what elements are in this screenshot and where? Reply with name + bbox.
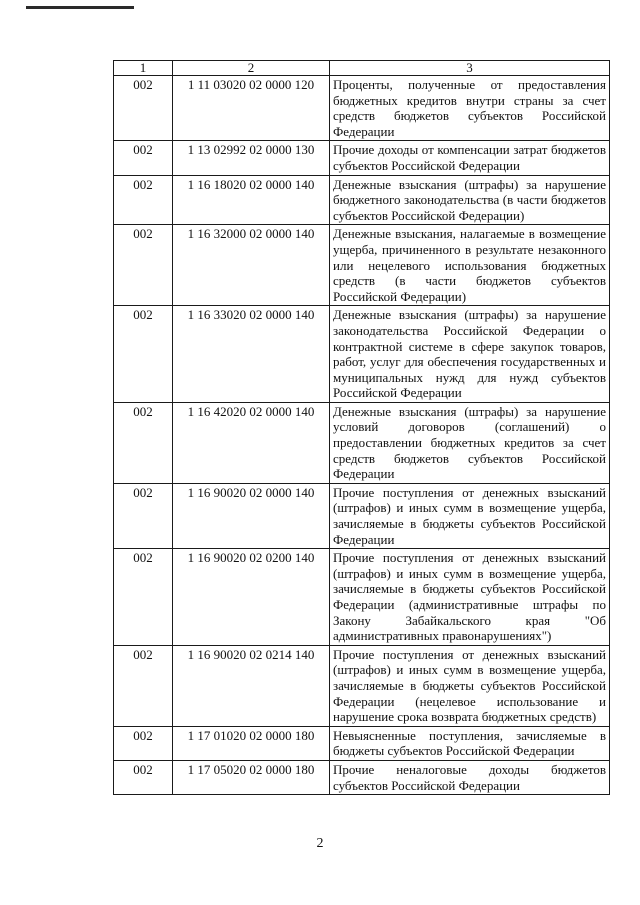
revenue-name-cell: Денежные взыскания (штрафы) за нарушение законодательства Российской Федерации о контрактной системе в сфере закупок товаров, работ, услуг для обеспечения государственных и муниципальных нужд для нужд субъектов Российской Федерации (330, 306, 610, 403)
revenue-code-cell: 1 16 18020 02 0000 140 (173, 175, 330, 225)
header-col-3: 3 (330, 61, 610, 76)
revenue-name-cell: Денежные взыскания (штрафы) за нарушение условий договоров (соглашений) о предоставлении бюджетных кредитов за счет средств бюджетов субъектов Российской Федерации (330, 402, 610, 483)
admin-code-cell: 002 (114, 306, 173, 403)
table-row (114, 175, 610, 225)
table-row (114, 549, 610, 646)
admin-code-cell: 002 (114, 141, 173, 175)
revenue-name-cell: Прочие неналоговые доходы бюджетов субъектов Российской Федерации (330, 760, 610, 794)
revenue-name-cell: Денежные взыскания (штрафы) за нарушение бюджетного законодательства (в части бюджетов субъектов Российской Федерации) (330, 175, 610, 225)
admin-code-cell: 002 (114, 760, 173, 794)
revenue-code-cell: 1 17 01020 02 0000 180 (173, 726, 330, 760)
table-row (114, 225, 610, 306)
admin-code-cell: 002 (114, 225, 173, 306)
admin-code-cell: 002 (114, 726, 173, 760)
revenue-name-cell: Денежные взыскания, налагаемые в возмещение ущерба, причиненного в результате незаконного или нецелевого использования бюджетных средств (в части бюджетов субъектов Российской Федерации) (330, 225, 610, 306)
page-number: 2 (316, 836, 324, 851)
revenue-name-cell: Прочие поступления от денежных взысканий (штрафов) и иных сумм в возмещение ущерба, зачисляемые в бюджеты субъектов Российской Федерации (нецелевое использование и нарушение срока возврата бюджетных средств) (330, 645, 610, 726)
table-row (114, 483, 610, 548)
admin-code-cell: 002 (114, 402, 173, 483)
table-row (114, 645, 610, 726)
revenue-code-cell: 1 16 90020 02 0214 140 (173, 645, 330, 726)
revenue-name-cell: Прочие поступления от денежных взысканий (штрафов) и иных сумм в возмещение ущерба, зачисляемые в бюджеты субъектов Российской Федерации (330, 483, 610, 548)
table-row (114, 76, 610, 141)
revenue-code-cell: 1 16 42020 02 0000 140 (173, 402, 330, 483)
revenue-codes-table (113, 60, 610, 795)
admin-code-cell: 002 (114, 76, 173, 141)
table-row (114, 726, 610, 760)
revenue-code-cell: 1 16 90020 02 0200 140 (173, 549, 330, 646)
admin-code-cell: 002 (114, 175, 173, 225)
table-row (114, 402, 610, 483)
revenue-code-cell: 1 16 33020 02 0000 140 (173, 306, 330, 403)
revenue-code-cell: 1 16 32000 02 0000 140 (173, 225, 330, 306)
revenue-code-cell: 1 16 90020 02 0000 140 (173, 483, 330, 548)
table-header-row (114, 61, 610, 76)
revenue-name-cell: Невыясненные поступления, зачисляемые в бюджеты субъектов Российской Федерации (330, 726, 610, 760)
revenue-code-cell: 1 17 05020 02 0000 180 (173, 760, 330, 794)
table-row (114, 306, 610, 403)
admin-code-cell: 002 (114, 645, 173, 726)
admin-code-cell: 002 (114, 549, 173, 646)
admin-code-cell: 002 (114, 483, 173, 548)
header-col-2: 2 (173, 61, 330, 76)
header-col-1: 1 (114, 61, 173, 76)
revenue-code-cell: 1 11 03020 02 0000 120 (173, 76, 330, 141)
table-row (114, 141, 610, 175)
revenue-code-cell: 1 13 02992 02 0000 130 (173, 141, 330, 175)
revenue-name-cell: Проценты, полученные от предоставления бюджетных кредитов внутри страны за счет средств бюджетов субъектов Российской Федерации (330, 76, 610, 141)
top-rule (26, 6, 134, 9)
table-row (114, 760, 610, 794)
revenue-name-cell: Прочие доходы от компенсации затрат бюджетов субъектов Российской Федерации (330, 141, 610, 175)
revenue-name-cell: Прочие поступления от денежных взысканий (штрафов) и иных сумм в возмещение ущерба, зачисляемые в бюджеты субъектов Российской Федерации (административные штрафы по Закону Забайкальского края "Об административных правонарушениях") (330, 549, 610, 646)
